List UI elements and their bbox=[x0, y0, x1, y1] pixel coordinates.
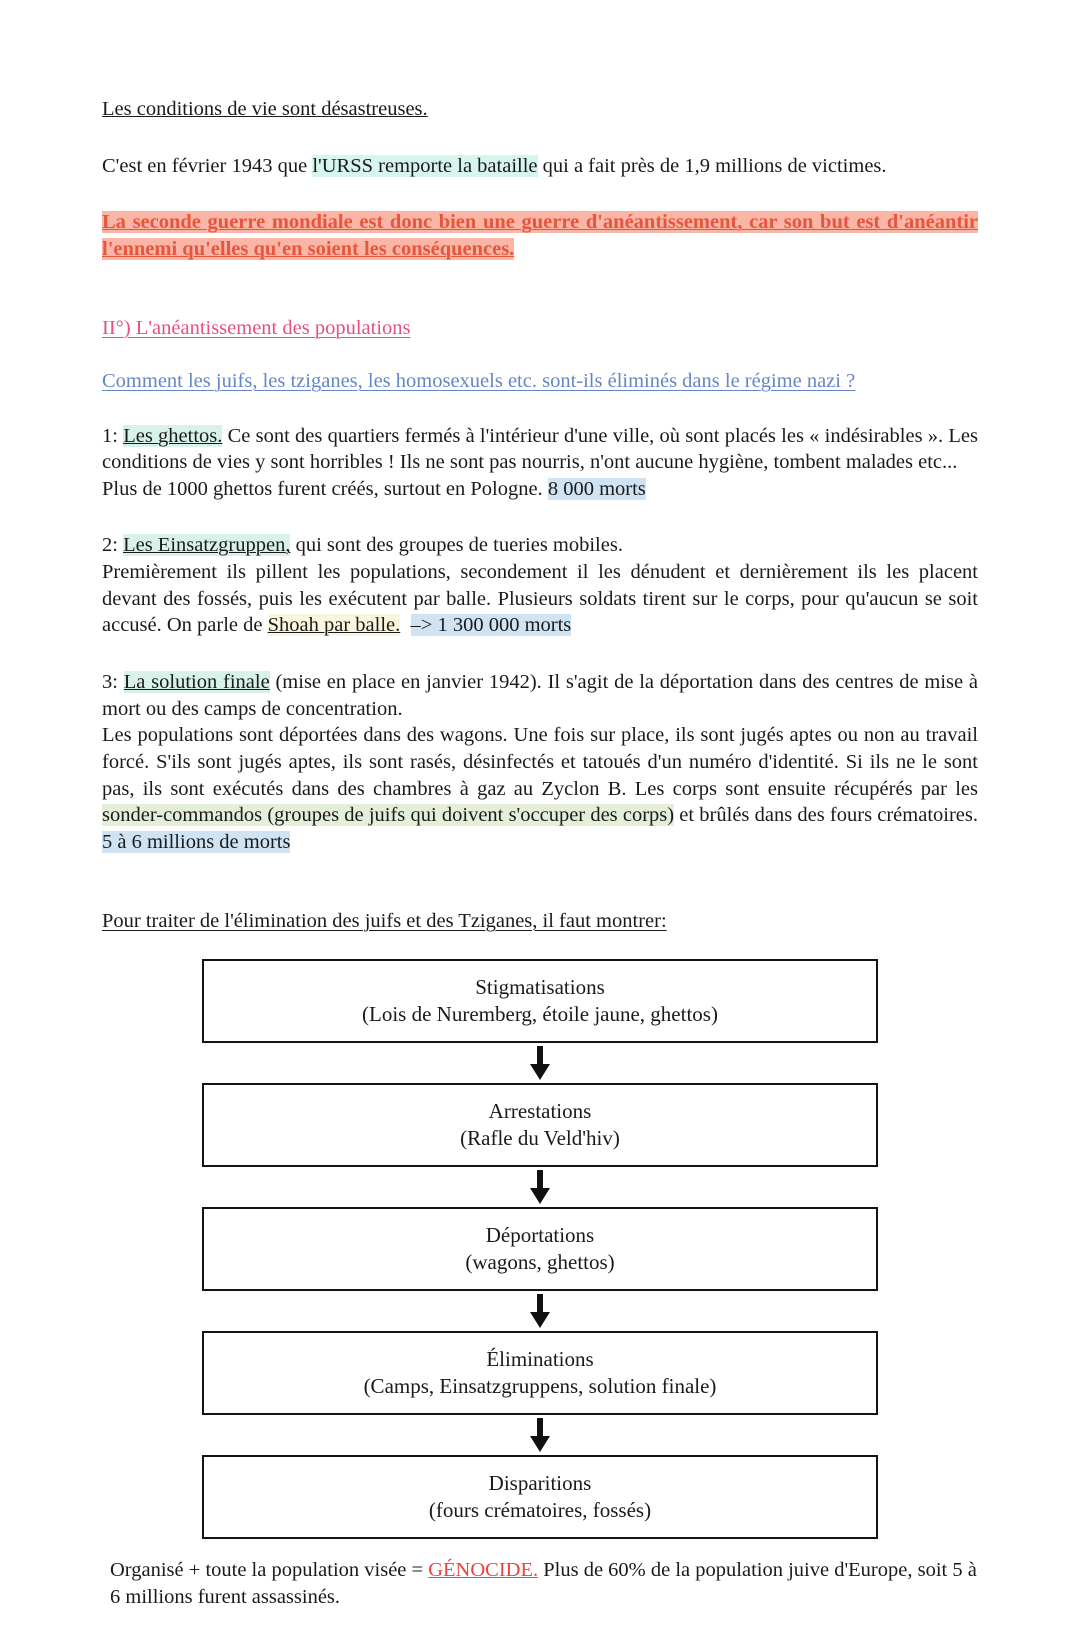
point-2-detail bbox=[102, 559, 978, 639]
section-heading bbox=[102, 317, 978, 340]
point-1-body: Ce sont des quartiers fermés à l'intérieur d'une ville, où sont placés les « indésirables ». Les conditions de vies y sont horribles ! Ils ne sont pas nourris, n'ont aucune hygiène, tombent malades etc... bbox=[102, 424, 979, 474]
arrow-down-icon bbox=[530, 1046, 550, 1080]
flowchart-step-2 bbox=[202, 1083, 878, 1167]
arrow-down-icon bbox=[530, 1170, 550, 1204]
flowchart-arrow-4 bbox=[530, 1415, 550, 1455]
spacer bbox=[102, 340, 978, 370]
section-heading-text: II°) L'anéantissement des populations bbox=[102, 316, 411, 339]
spacer bbox=[102, 179, 978, 209]
flowchart-step-2-detail: (Rafle du Veld'hiv) bbox=[460, 1125, 620, 1150]
point-1-paragraph bbox=[102, 423, 978, 476]
flowchart-step-4-detail: (Camps, Einsatzgruppens, solution finale) bbox=[363, 1373, 717, 1398]
spacer bbox=[102, 639, 978, 669]
point-2-paragraph bbox=[102, 532, 978, 559]
point-3-paragraph bbox=[102, 669, 978, 722]
point-2-number: 2: bbox=[102, 534, 118, 557]
flowchart-step-5-title: Disparitions bbox=[488, 1470, 592, 1495]
point-1-number: 1: bbox=[102, 424, 118, 447]
point-2-detail-text: Premièrement ils pillent les populations, secondement il les dénudent et dernièrement ils les placent devant des fossés, puis les exécutent par balle. Plusieurs soldats tirent sur le corps, pour qu'aucun se soit accusé. On parle de bbox=[102, 561, 978, 637]
intro-line-2-highlight: l'URSS remporte la bataille bbox=[312, 154, 538, 177]
point-3-detail-suffix: et brûlés dans des fours crématoires. bbox=[674, 804, 978, 827]
flowchart-step-1 bbox=[202, 959, 878, 1043]
section-question-text: Comment les juifs, les tziganes, les homosexuels etc. sont-ils éliminés dans le régime nazi ? bbox=[102, 369, 856, 392]
point-1-extra bbox=[102, 476, 978, 503]
point-2-term: Les Einsatzgruppen, bbox=[123, 534, 291, 557]
point-3-number: 3: bbox=[102, 671, 118, 694]
point-3-detail-text: Les populations sont déportées dans des wagons. Une fois sur place, ils sont jugés aptes ou non au travail forcé. S'ils sont jugés aptes, ils sont rasés, désinfectés et tatoués d'un numéro d'identité. Si ils ne le sont pas, ils sont exécutés dans des chambres à gaz au Zyclon B. Les corps sont ensuite récupérés par les bbox=[102, 724, 978, 800]
intro-line-2 bbox=[102, 153, 978, 180]
point-3-body: (mise en place en janvier 1942). Il s'agit de la déportation dans des centres de mise à mort ou des camps de concentration. bbox=[102, 671, 979, 720]
point-3-keyword: sonder-commandos (groupes de juifs qui doivent s'occuper des corps) bbox=[102, 804, 675, 827]
point-3-stat: 5 à 6 millions de morts bbox=[102, 830, 291, 853]
spacer bbox=[102, 263, 978, 317]
flowchart-step-3 bbox=[202, 1207, 878, 1291]
point-1-extra-text: Plus de 1000 ghettos furent créés, surtout en Pologne. bbox=[102, 477, 548, 500]
flowchart-step-4-title: Éliminations bbox=[486, 1346, 594, 1371]
point-2-stat: –> 1 300 000 morts bbox=[410, 614, 572, 637]
arrow-down-icon bbox=[530, 1294, 550, 1328]
spacer bbox=[102, 502, 978, 532]
spacer bbox=[102, 123, 978, 153]
spacer bbox=[102, 856, 978, 910]
point-2-keyword: Shoah par balle. bbox=[267, 614, 401, 637]
point-2-body: qui sont des groupes de tueries mobiles. bbox=[290, 534, 623, 557]
point-3-detail bbox=[102, 722, 978, 855]
arrow-down-icon bbox=[530, 1418, 550, 1452]
flowchart-intro-text: Pour traiter de l'élimination des juifs et des Tziganes, il faut montrer: bbox=[102, 909, 667, 932]
flowchart-intro bbox=[102, 910, 978, 933]
flowchart-step-2-title: Arrestations bbox=[488, 1098, 592, 1123]
point-1-term: Les ghettos. bbox=[123, 424, 223, 447]
conclusion-text: La seconde guerre mondiale est donc bien une guerre d'anéantissement, car son but est d'anéantir l'ennemi qu'elles qu'en soient les conséquences. bbox=[102, 211, 978, 260]
flowchart-step-1-detail: (Lois de Nuremberg, étoile jaune, ghettos) bbox=[362, 1001, 718, 1026]
flowchart-step-1-title: Stigmatisations bbox=[475, 974, 605, 999]
document-body bbox=[102, 96, 978, 1631]
footer-keyword: GÉNOCIDE. bbox=[428, 1558, 539, 1581]
point-1-stat: 8 000 morts bbox=[547, 477, 646, 500]
conclusion-block bbox=[102, 209, 978, 262]
flowchart bbox=[102, 959, 978, 1539]
intro-line-2-prefix: C'est en février 1943 que bbox=[102, 154, 313, 177]
intro-line-1 bbox=[102, 96, 978, 123]
footer-note-suffix: Plus de 60% de la population juive d'Europe, soit 5 à 6 millions furent assassinés. bbox=[110, 1558, 977, 1608]
flowchart-step-4 bbox=[202, 1331, 878, 1415]
flowchart-step-5 bbox=[202, 1455, 878, 1539]
flowchart-arrow-3 bbox=[530, 1291, 550, 1331]
intro-line-2-suffix: qui a fait près de 1,9 millions de victimes. bbox=[537, 154, 887, 177]
footer-note-prefix: Organisé + toute la population visée = bbox=[110, 1558, 429, 1581]
flowchart-arrow-2 bbox=[530, 1167, 550, 1207]
footer-note bbox=[102, 1557, 978, 1611]
flowchart-step-5-detail: (fours crématoires, fossés) bbox=[428, 1497, 652, 1522]
point-3-term: La solution finale bbox=[123, 671, 270, 694]
spacer bbox=[102, 393, 978, 423]
flowchart-step-3-title: Déportations bbox=[485, 1222, 595, 1247]
flowchart-step-3-detail: (wagons, ghettos) bbox=[465, 1249, 615, 1274]
section-question bbox=[102, 370, 978, 393]
intro-line-1-text: Les conditions de vie sont désastreuses. bbox=[102, 98, 428, 120]
flowchart-arrow-1 bbox=[530, 1043, 550, 1083]
